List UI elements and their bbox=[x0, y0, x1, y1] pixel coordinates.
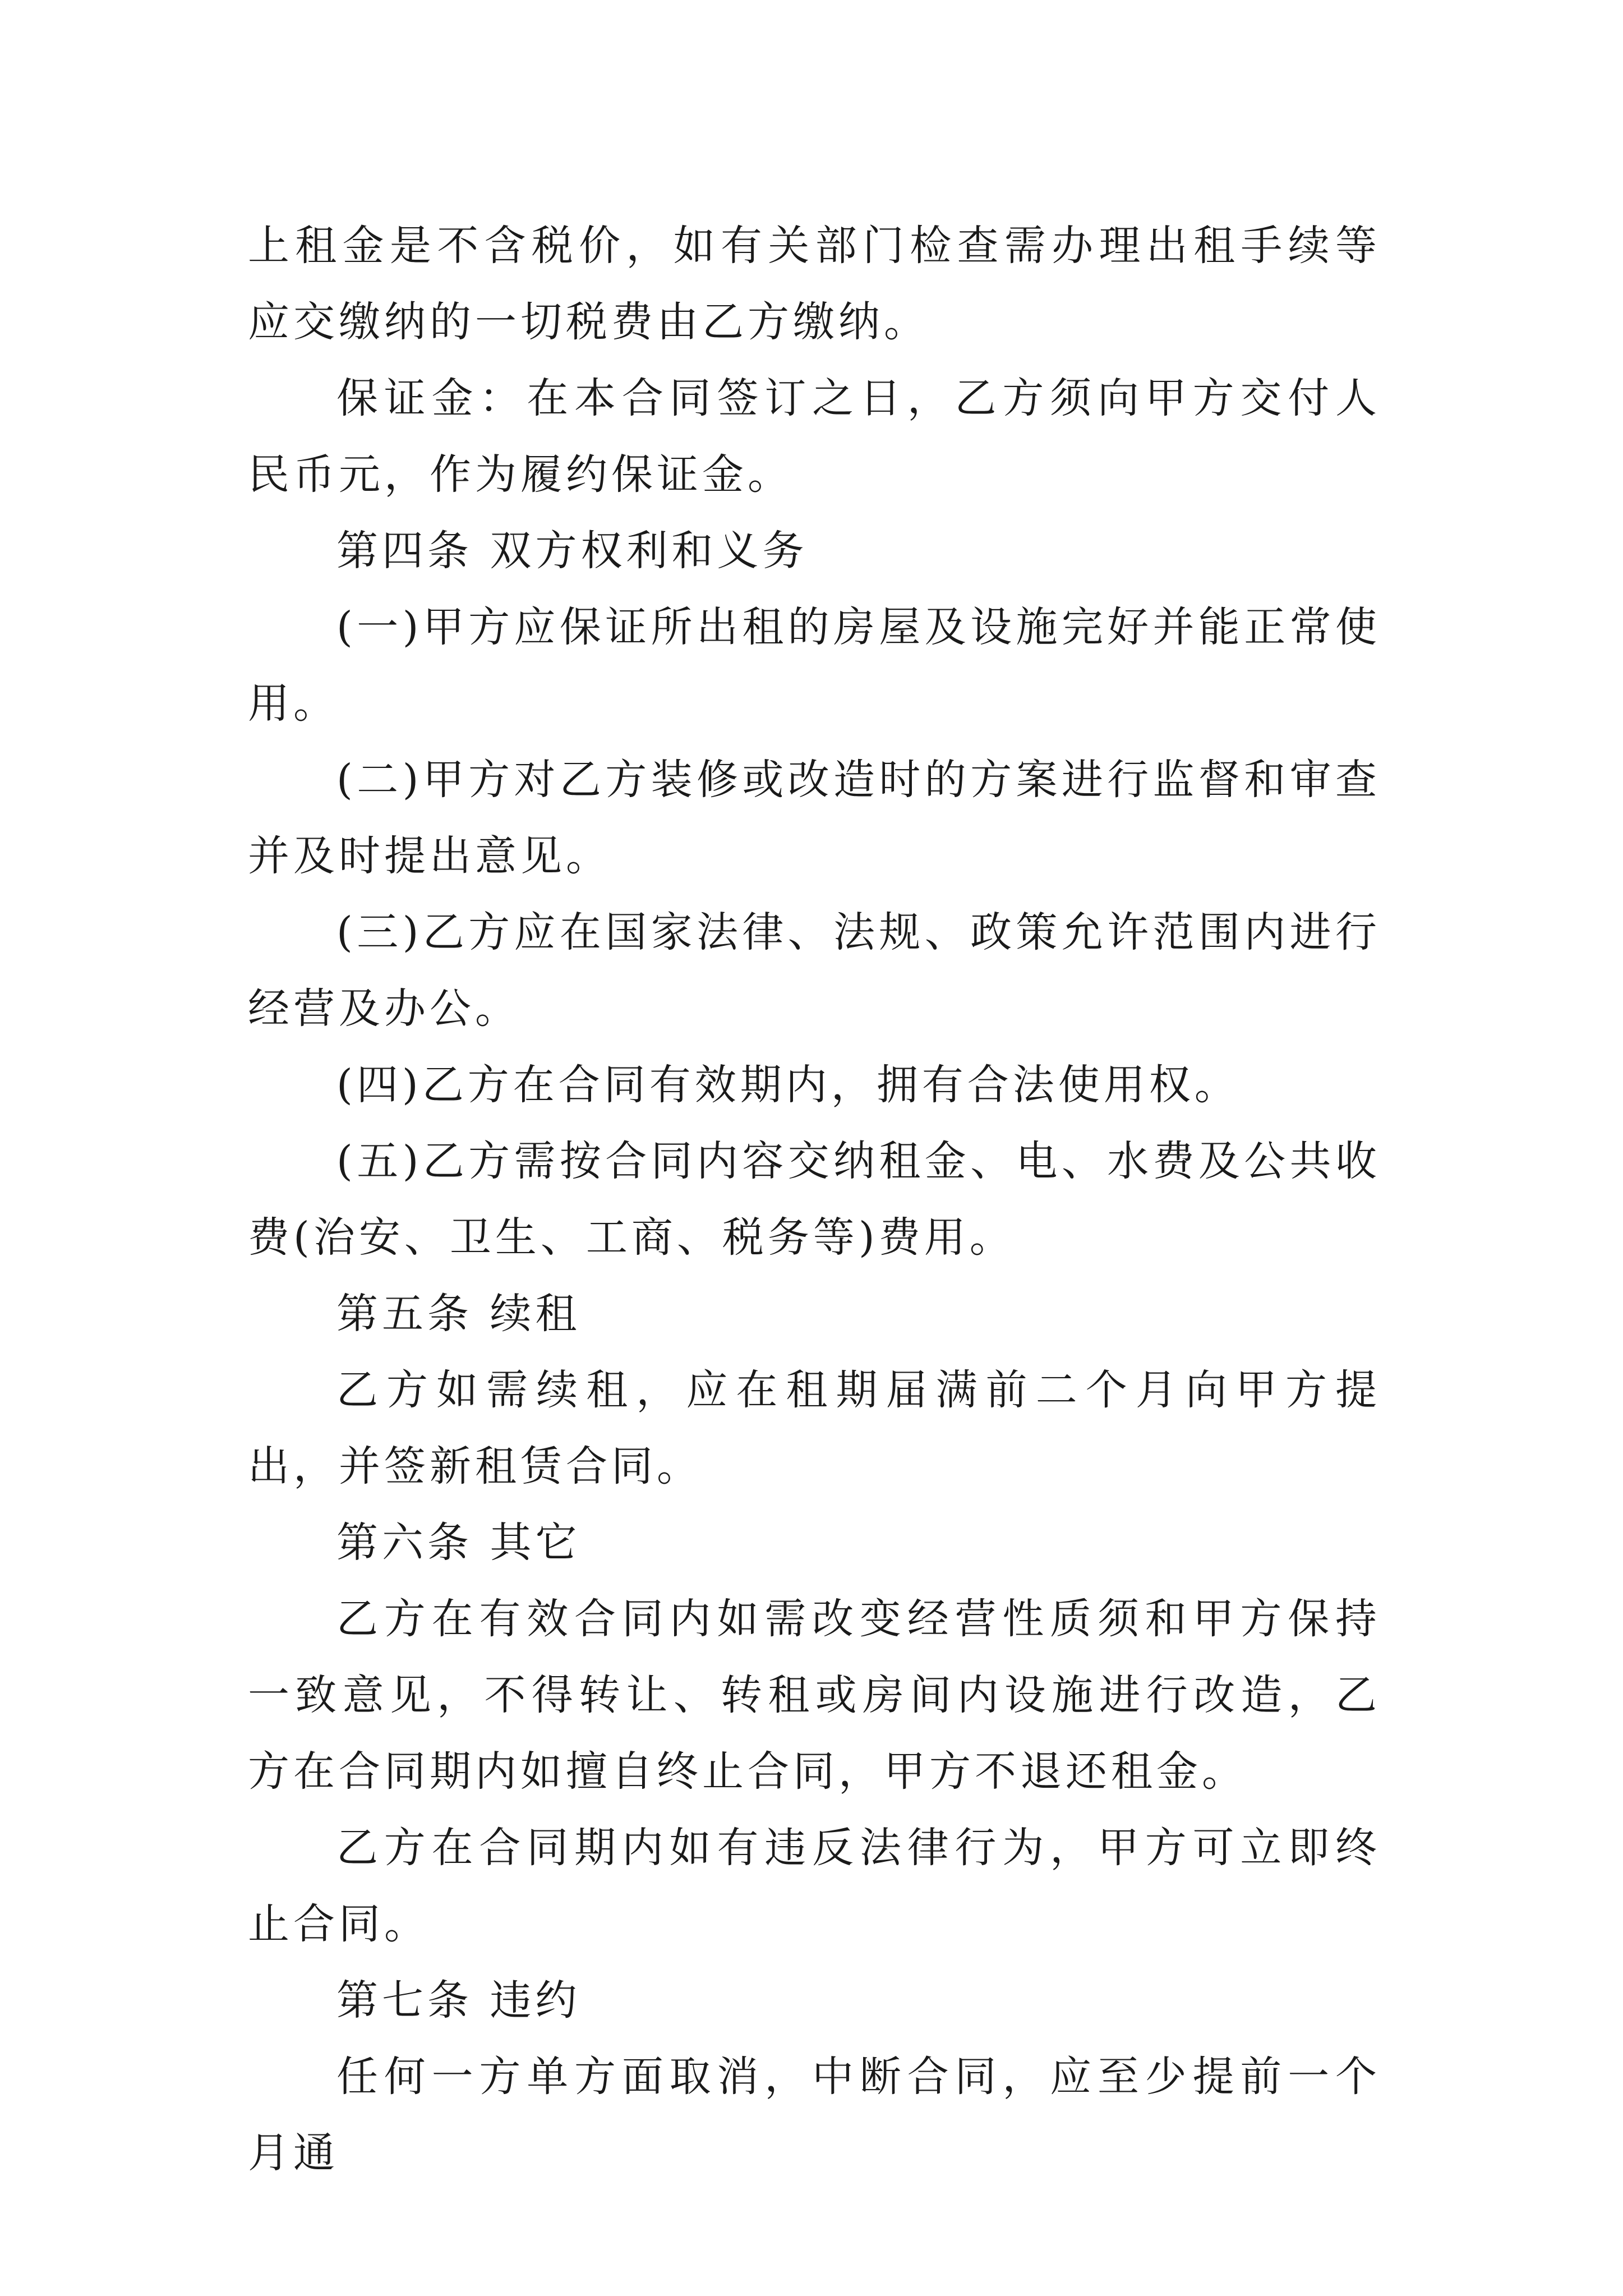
article-6-body-2: 乙方在合同期内如有违反法律行为，甲方可立即终止合同。 bbox=[248, 1824, 1381, 1948]
article-4-item-4: (四)乙方在合同有效期内，拥有合法使用权。 bbox=[336, 1061, 1240, 1109]
article-4-heading: 第四条 双方权利和义务 bbox=[336, 527, 808, 575]
article-4-item-1: (一)甲方应保证所出租的房屋及设施完好并能正常使用。 bbox=[248, 603, 1381, 728]
article-6-heading: 第六条 其它 bbox=[336, 1519, 581, 1567]
document-body bbox=[248, 208, 1381, 2191]
article-5-heading: 第五条 续租 bbox=[336, 1290, 581, 1338]
article-4-item-3: (三)乙方应在国家法律、法规、政策允许范围内进行经营及办公。 bbox=[248, 908, 1381, 1033]
article-7-body: 任何一方单方面取消，中断合同，应至少提前一个月通 bbox=[248, 2053, 1381, 2177]
article-6-body-1: 乙方在有效合同内如需改变经营性质须和甲方保持一致意见，不得转让、转租或房间内设施进行改造，乙方在合同期内如擅自终止合同，甲方不退还租金。 bbox=[248, 1595, 1381, 1796]
article-5-body: 乙方如需续租，应在租期届满前二个月向甲方提出，并签新租赁合同。 bbox=[248, 1366, 1381, 1490]
article-4-item-5: (五)乙方需按合同内容交纳租金、电、水费及公共收费(治安、卫生、工商、税务等)费用。 bbox=[248, 1137, 1381, 1262]
article-7-heading: 第七条 违约 bbox=[336, 1976, 581, 2024]
article-4-item-2: (二)甲方对乙方装修或改造时的方案进行监督和审查并及时提出意见。 bbox=[248, 756, 1381, 880]
paragraph-tax-note: 上租金是不含税价，如有关部门检查需办理出租手续等应交缴纳的一切税费由乙方缴纳。 bbox=[248, 222, 1381, 346]
paragraph-deposit: 保证金：在本合同签订之日，乙方须向甲方交付人民币元，作为履约保证金。 bbox=[248, 374, 1381, 499]
